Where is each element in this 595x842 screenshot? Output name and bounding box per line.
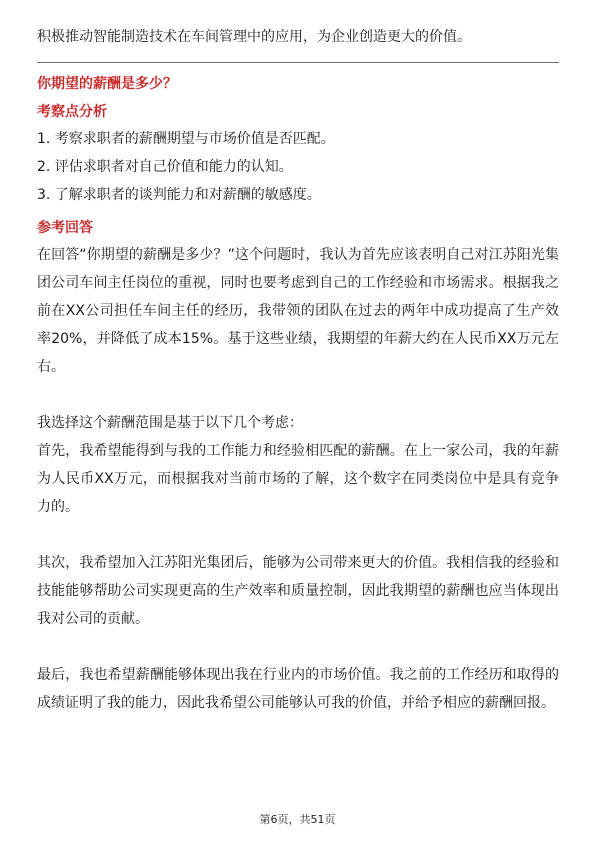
answer-paragraph: 在回答“你期望的薪酬是多少？”这个问题时，我认为首先应该表明自己对江苏阳光集团公司车间主任岗位的重视，同时也要考虑到自己的工作经验和市场需求。根据我之前在XX公司担任车间主任的经历，我带领的团队在过去的两年中成功提高了生产效率20%，并降低了成本15%。基于这些业绩，我期望的年薪大约在人民币XX万元左右。 xyxy=(37,247,559,375)
analysis-point: 3. 了解求职者的谈判能力和对薪酬的敏感度。 xyxy=(37,187,321,203)
analysis-heading: 考察点分析 xyxy=(37,104,107,120)
analysis-point: 1. 考察求职者的薪酬期望与市场价值是否匹配。 xyxy=(37,131,335,147)
page-content xyxy=(37,24,559,717)
answer-paragraph: 首先，我希望能得到与我的工作能力和经验相匹配的薪酬。在上一家公司，我的年薪为人民币XX万元，而根据我对当前市场的了解，这个数字在同类岗位中是具有竞争力的。 xyxy=(37,443,559,515)
analysis-point: 2. 评估求职者对自己价值和能力的认知。 xyxy=(37,159,293,175)
intro-text: 积极推动智能制造技术在车间管理中的应用，为企业创造更大的价值。 xyxy=(37,29,471,45)
analysis-points xyxy=(37,125,559,209)
answer-paragraph: 其次，我希望加入江苏阳光集团后，能够为公司带来更大的价值。我相信我的经验和技能能够帮助公司实现更高的生产效率和质量控制，因此我期望的薪酬也应当体现出我对公司的贡献。 xyxy=(37,555,559,627)
answer-body xyxy=(37,241,559,717)
question-title: 你期望的薪酬是多少？ xyxy=(37,76,177,92)
answer-paragraph: 我选择这个薪酬范围是基于以下几个考虑： xyxy=(37,415,303,431)
section-divider xyxy=(37,62,559,63)
answer-heading: 参考回答 xyxy=(37,220,93,236)
page-number: 第6页，共51页 xyxy=(259,813,336,826)
answer-paragraph: 最后，我也希望薪酬能够体现出我在行业内的市场价值。我之前的工作经历和取得的成绩证明了我的能力，因此我希望公司能够认可我的价值，并给予相应的薪酬回报。 xyxy=(37,667,559,711)
